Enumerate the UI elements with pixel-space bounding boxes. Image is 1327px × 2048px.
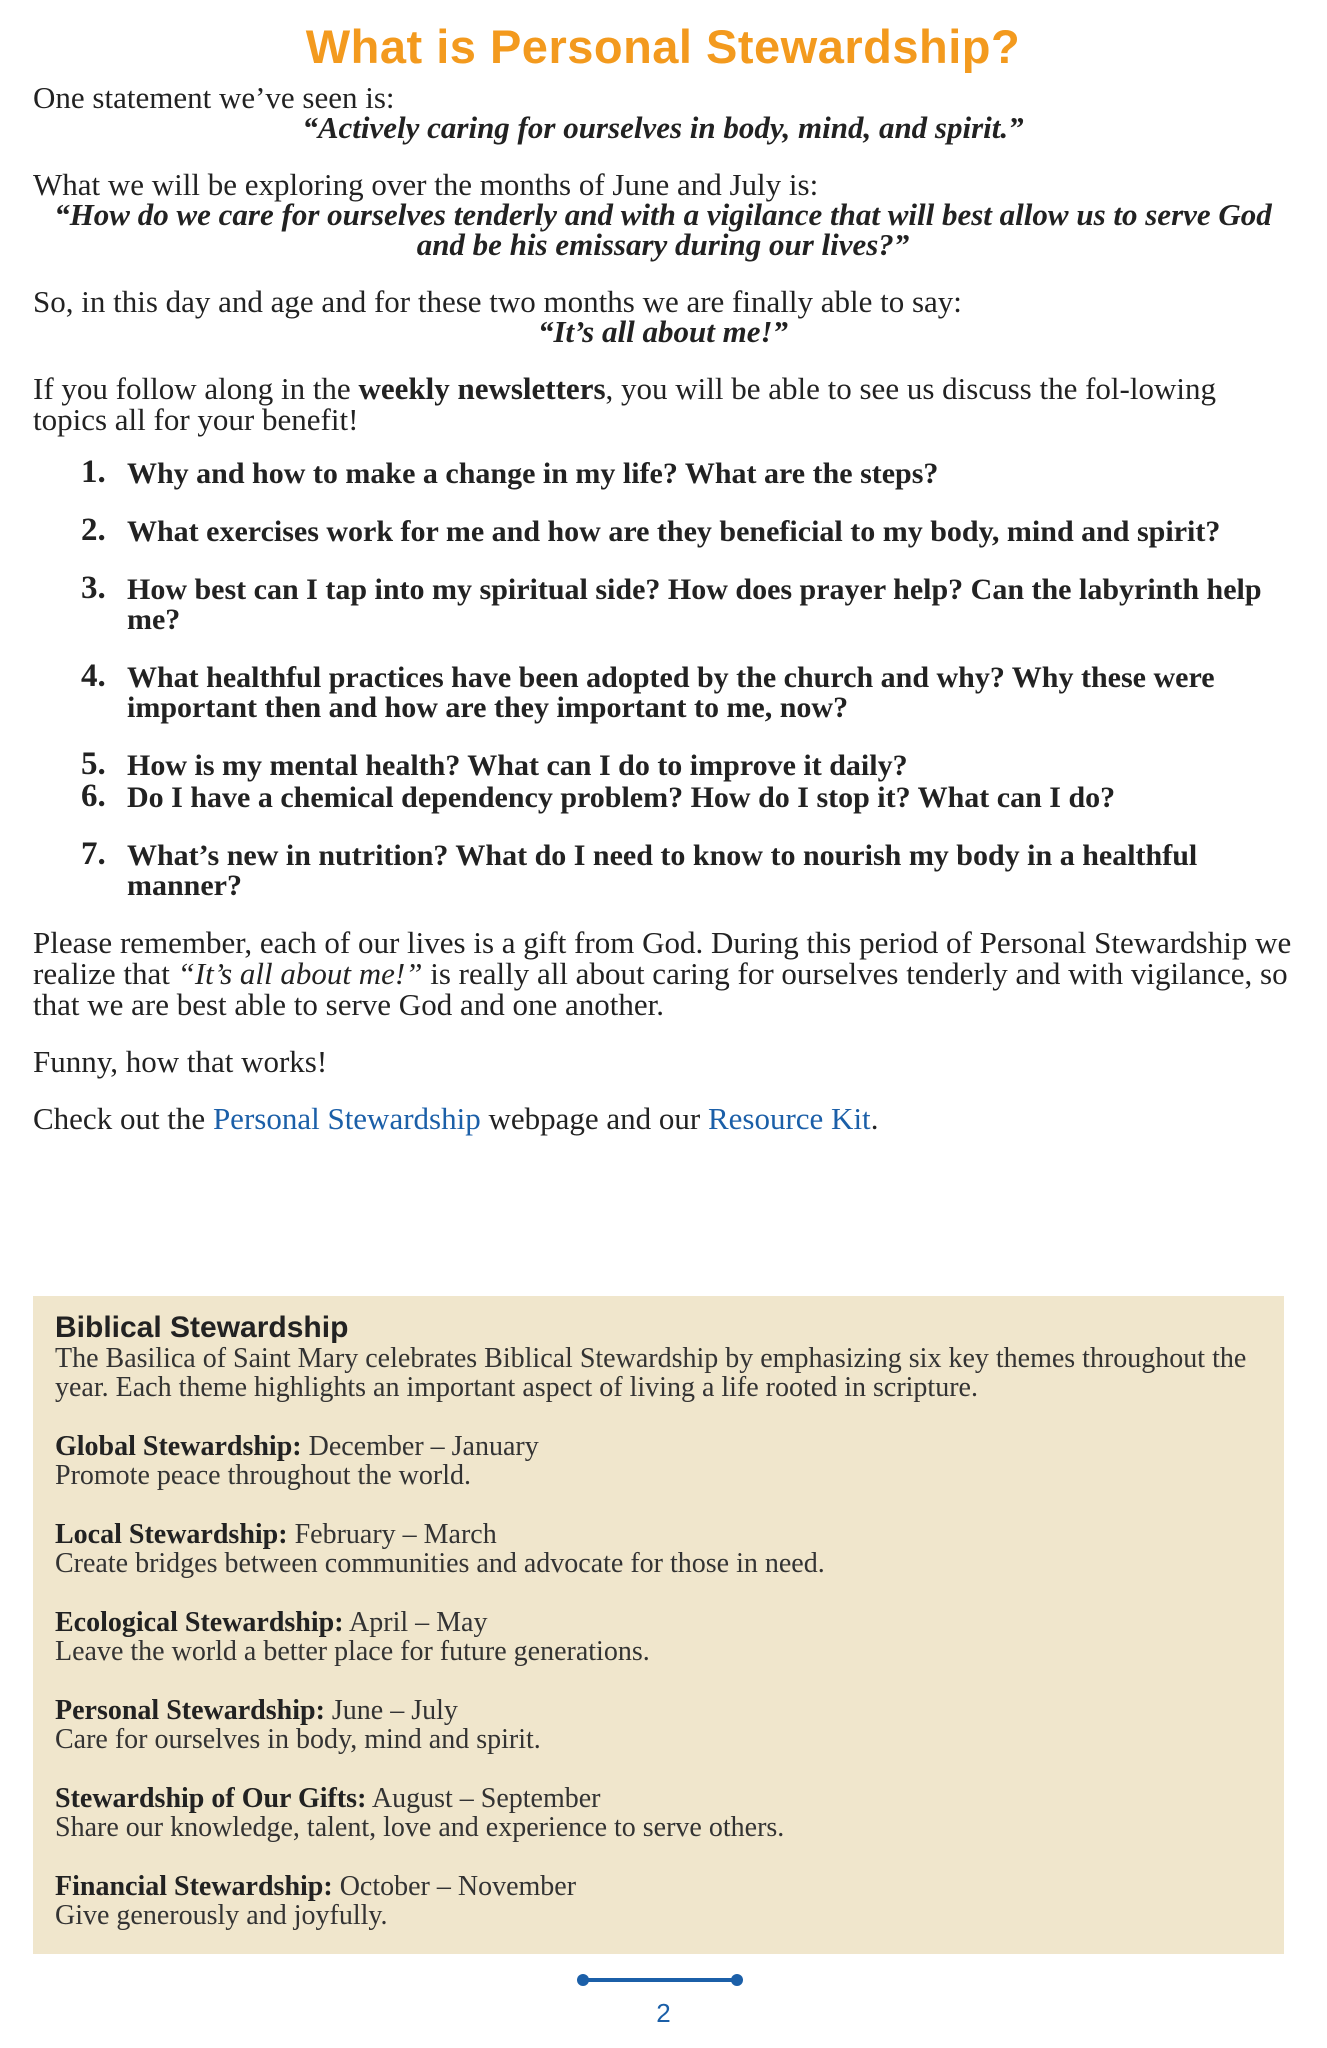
list-item bbox=[81, 746, 1293, 782]
theme-item bbox=[55, 1696, 1262, 1754]
theme-name: Financial Stewardship: bbox=[55, 1871, 333, 1902]
theme-item bbox=[55, 1520, 1262, 1578]
personal-stewardship-link[interactable]: Personal Stewardship bbox=[212, 1101, 481, 1136]
list-item bbox=[81, 836, 1293, 902]
check-out-line bbox=[33, 1103, 1293, 1134]
topic-text: Do I have a chemical dependency problem? How do I stop it? What can I do? bbox=[127, 781, 1116, 814]
statement-lead: One statement we’ve seen is: bbox=[33, 80, 395, 115]
remember-paragraph bbox=[33, 927, 1293, 1020]
explore-lead: What we will be exploring over the months of June and July is: bbox=[33, 167, 819, 202]
topic-number: 3. bbox=[81, 570, 106, 606]
resource-kit-link[interactable]: Resource Kit bbox=[707, 1101, 871, 1136]
say-lead: So, in this day and age and for these two months we are finally able to say: bbox=[33, 284, 962, 319]
list-item bbox=[81, 512, 1293, 548]
explore-quote: “How do we care for ourselves tenderly and with a vigilance that will best allow us to serve God and be his emissary during our lives?” bbox=[54, 197, 1272, 262]
topic-text: What healthful practices have been adopted by the church and why? Why these were important then and how are they important to me, now? bbox=[127, 661, 1215, 724]
explore-section bbox=[33, 169, 1293, 260]
remember-quote: “It’s all about me!” bbox=[177, 956, 423, 991]
list-item bbox=[81, 454, 1293, 490]
theme-name: Global Stewardship: bbox=[55, 1431, 302, 1462]
topic-text: How best can I tap into my spiritual side? How does prayer help? Can the labyrinth help me? bbox=[127, 573, 1262, 636]
check-text-before: Check out the bbox=[33, 1101, 213, 1136]
footer-divider-dot-left bbox=[577, 1974, 589, 1986]
list-item bbox=[81, 778, 1293, 814]
theme-months: February – March bbox=[287, 1519, 497, 1550]
biblical-stewardship-panel bbox=[33, 1296, 1284, 1954]
theme-name: Ecological Stewardship: bbox=[55, 1607, 344, 1638]
topic-number: 6. bbox=[81, 778, 106, 814]
check-text-after: . bbox=[870, 1101, 879, 1136]
theme-months: April – May bbox=[343, 1607, 488, 1638]
say-section bbox=[33, 286, 1293, 347]
theme-months: December – January bbox=[301, 1431, 539, 1462]
theme-months: June – July bbox=[324, 1695, 458, 1726]
theme-description: Create bridges between communities and advocate for those in need. bbox=[55, 1548, 825, 1579]
article bbox=[33, 0, 1293, 1134]
statement-section bbox=[33, 82, 1293, 143]
theme-item bbox=[55, 1784, 1262, 1842]
follow-text-after: , you will be able to see us discuss the fol-lowing topics all for your benefit! bbox=[33, 371, 1216, 437]
theme-name: Personal Stewardship: bbox=[55, 1695, 325, 1726]
weekly-newsletters-label: weekly newsletters bbox=[358, 371, 606, 406]
say-quote: “It’s all about me!” bbox=[537, 314, 789, 349]
remember-text-before: Please remember, each of our lives is a gift from God. During this period of Personal Stewardship we realize that bbox=[33, 925, 1292, 991]
theme-months: October – November bbox=[332, 1871, 577, 1902]
follow-text-before: If you follow along in the bbox=[33, 371, 359, 406]
topic-number: 4. bbox=[81, 658, 106, 694]
list-item bbox=[81, 570, 1293, 636]
theme-item bbox=[55, 1872, 1262, 1930]
theme-description: Care for ourselves in body, mind and spirit. bbox=[55, 1724, 541, 1755]
panel-title: Biblical Stewardship bbox=[55, 1311, 349, 1344]
theme-item bbox=[55, 1432, 1262, 1490]
theme-description: Promote peace throughout the world. bbox=[55, 1460, 472, 1491]
topic-text: What’s new in nutrition? What do I need to know to nourish my body in a healthful manner? bbox=[127, 839, 1198, 902]
remember-text-after: is really all about caring for ourselves tenderly and with vigilance, so that we are best able to serve God and one another. bbox=[33, 956, 1288, 1022]
topic-text: Why and how to make a change in my life? What are the steps? bbox=[127, 457, 939, 490]
theme-item bbox=[55, 1608, 1262, 1666]
page-title: What is Personal Stewardship? bbox=[305, 20, 1021, 73]
topic-number: 5. bbox=[81, 746, 106, 782]
footer-divider-dot-right bbox=[731, 1974, 743, 1986]
follow-paragraph bbox=[33, 373, 1293, 435]
funny-line: Funny, how that works! bbox=[33, 1044, 328, 1079]
page-footer bbox=[0, 1970, 1327, 2040]
page-number: 2 bbox=[656, 1998, 671, 2028]
theme-description: Give generously and joyfully. bbox=[55, 1900, 388, 1931]
list-item bbox=[81, 658, 1293, 724]
topic-list bbox=[33, 454, 1293, 902]
check-text-middle: webpage and our bbox=[480, 1101, 708, 1136]
topic-text: What exercises work for me and how are they beneficial to my body, mind and spirit? bbox=[127, 515, 1221, 548]
statement-quote: “Actively caring for ourselves in body, mind, and spirit.” bbox=[302, 110, 1024, 145]
footer-divider bbox=[575, 1970, 745, 1990]
theme-description: Leave the world a better place for future generations. bbox=[55, 1636, 650, 1667]
panel-intro: The Basilica of Saint Mary celebrates Biblical Stewardship by emphasizing six key themes throughout the year. Each theme highlights an important aspect of living a life rooted in scripture. bbox=[55, 1343, 1247, 1403]
topic-text: How is my mental health? What can I do to improve it daily? bbox=[127, 749, 908, 782]
theme-months: August – September bbox=[366, 1783, 601, 1814]
topic-number: 2. bbox=[81, 512, 106, 548]
theme-name: Local Stewardship: bbox=[55, 1519, 288, 1550]
theme-name: Stewardship of Our Gifts: bbox=[55, 1783, 367, 1814]
topic-number: 7. bbox=[81, 836, 106, 872]
topic-number: 1. bbox=[81, 454, 106, 490]
theme-description: Share our knowledge, talent, love and experience to serve others. bbox=[55, 1812, 785, 1843]
